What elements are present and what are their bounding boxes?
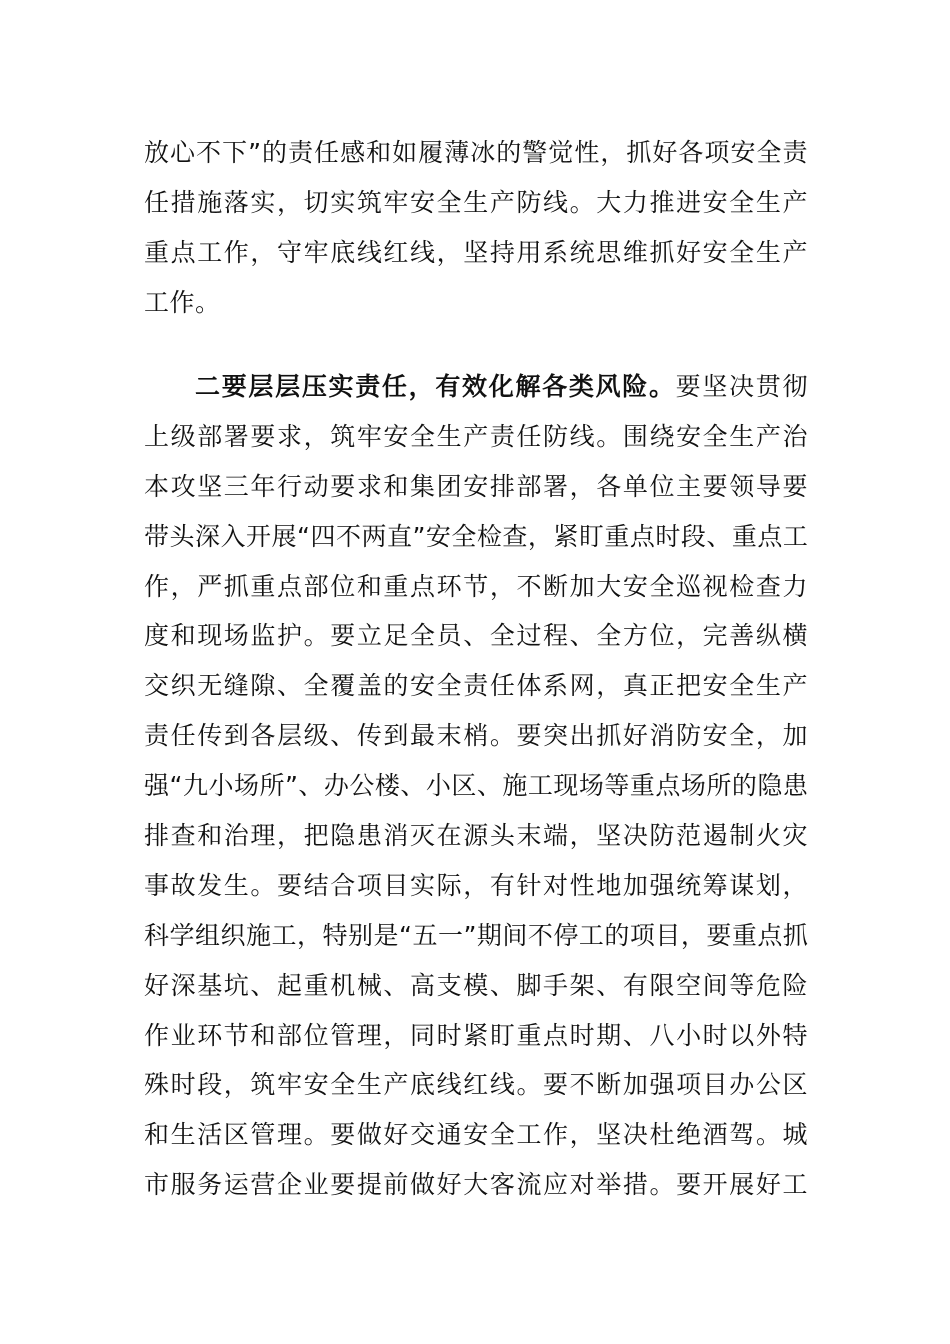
paragraph-line: 任措施落实，切实筑牢安全生产防线。大力推进安全生产 bbox=[144, 187, 808, 217]
paragraph-line: 放心不下”的责任感和如履薄冰的警觉性，抓好各项安全责 bbox=[144, 138, 808, 167]
paragraph-line: 事故发生。要结合项目实际，有针对性地加强统筹谋划， bbox=[144, 870, 808, 900]
paragraph-line: 强“九小场所”、办公楼、小区、施工现场等重点场所的隐患 bbox=[144, 771, 809, 801]
paragraph-line: 工作。 bbox=[144, 287, 221, 317]
paragraph-2 bbox=[144, 362, 808, 1210]
paragraph-first-line bbox=[144, 362, 808, 412]
paragraph-line: 和生活区管理。要做好交通安全工作，坚决杜绝酒驾。城 bbox=[144, 1120, 808, 1150]
paragraph-line: 排查和治理，把隐患消灭在源头末端，坚决防范遏制火灾 bbox=[144, 821, 808, 851]
paragraph-line: 上级部署要求，筑牢安全生产责任防线。围绕安全生产治 bbox=[144, 421, 808, 451]
paragraph-line: 责任传到各层级、传到最末梢。要突出抓好消防安全，加 bbox=[144, 721, 808, 751]
paragraph-line: 本攻坚三年行动要求和集团安排部署，各单位主要领导要 bbox=[144, 471, 808, 501]
paragraph-first-line-rest: 要坚决贯彻 bbox=[675, 372, 808, 401]
paragraph-line: 度和现场监护。要立足全员、全过程、全方位，完善纵横 bbox=[144, 621, 808, 651]
paragraph-line: 重点工作，守牢底线红线，坚持用系统思维抓好安全生产 bbox=[144, 237, 808, 267]
paragraph-line: 带头深入开展“四不两直”安全检查，紧盯重点时段、重点工 bbox=[144, 521, 809, 551]
paragraph-line: 作，严抓重点部位和重点环节，不断加大安全巡视检查力 bbox=[144, 571, 808, 601]
paragraph-line: 市服务运营企业要提前做好大客流应对举措。要开展好工 bbox=[144, 1170, 808, 1200]
paragraph-line: 殊时段，筑牢安全生产底线红线。要不断加强项目办公区 bbox=[144, 1070, 808, 1100]
paragraph-line: 好深基坑、起重机械、高支模、脚手架、有限空间等危险 bbox=[144, 970, 808, 1000]
paragraph-line: 作业环节和部位管理，同时紧盯重点时期、八小时以外特 bbox=[144, 1020, 808, 1050]
paragraph-lead-heading: 二要层层压实责任，有效化解各类风险。 bbox=[195, 372, 676, 401]
paragraph-line: 交织无缝隙、全覆盖的安全责任体系网，真正把安全生产 bbox=[144, 671, 808, 701]
paragraph-line: 科学组织施工，特别是“五一”期间不停工的项目，要重点抓 bbox=[144, 920, 809, 950]
paragraph-1 bbox=[144, 128, 808, 328]
